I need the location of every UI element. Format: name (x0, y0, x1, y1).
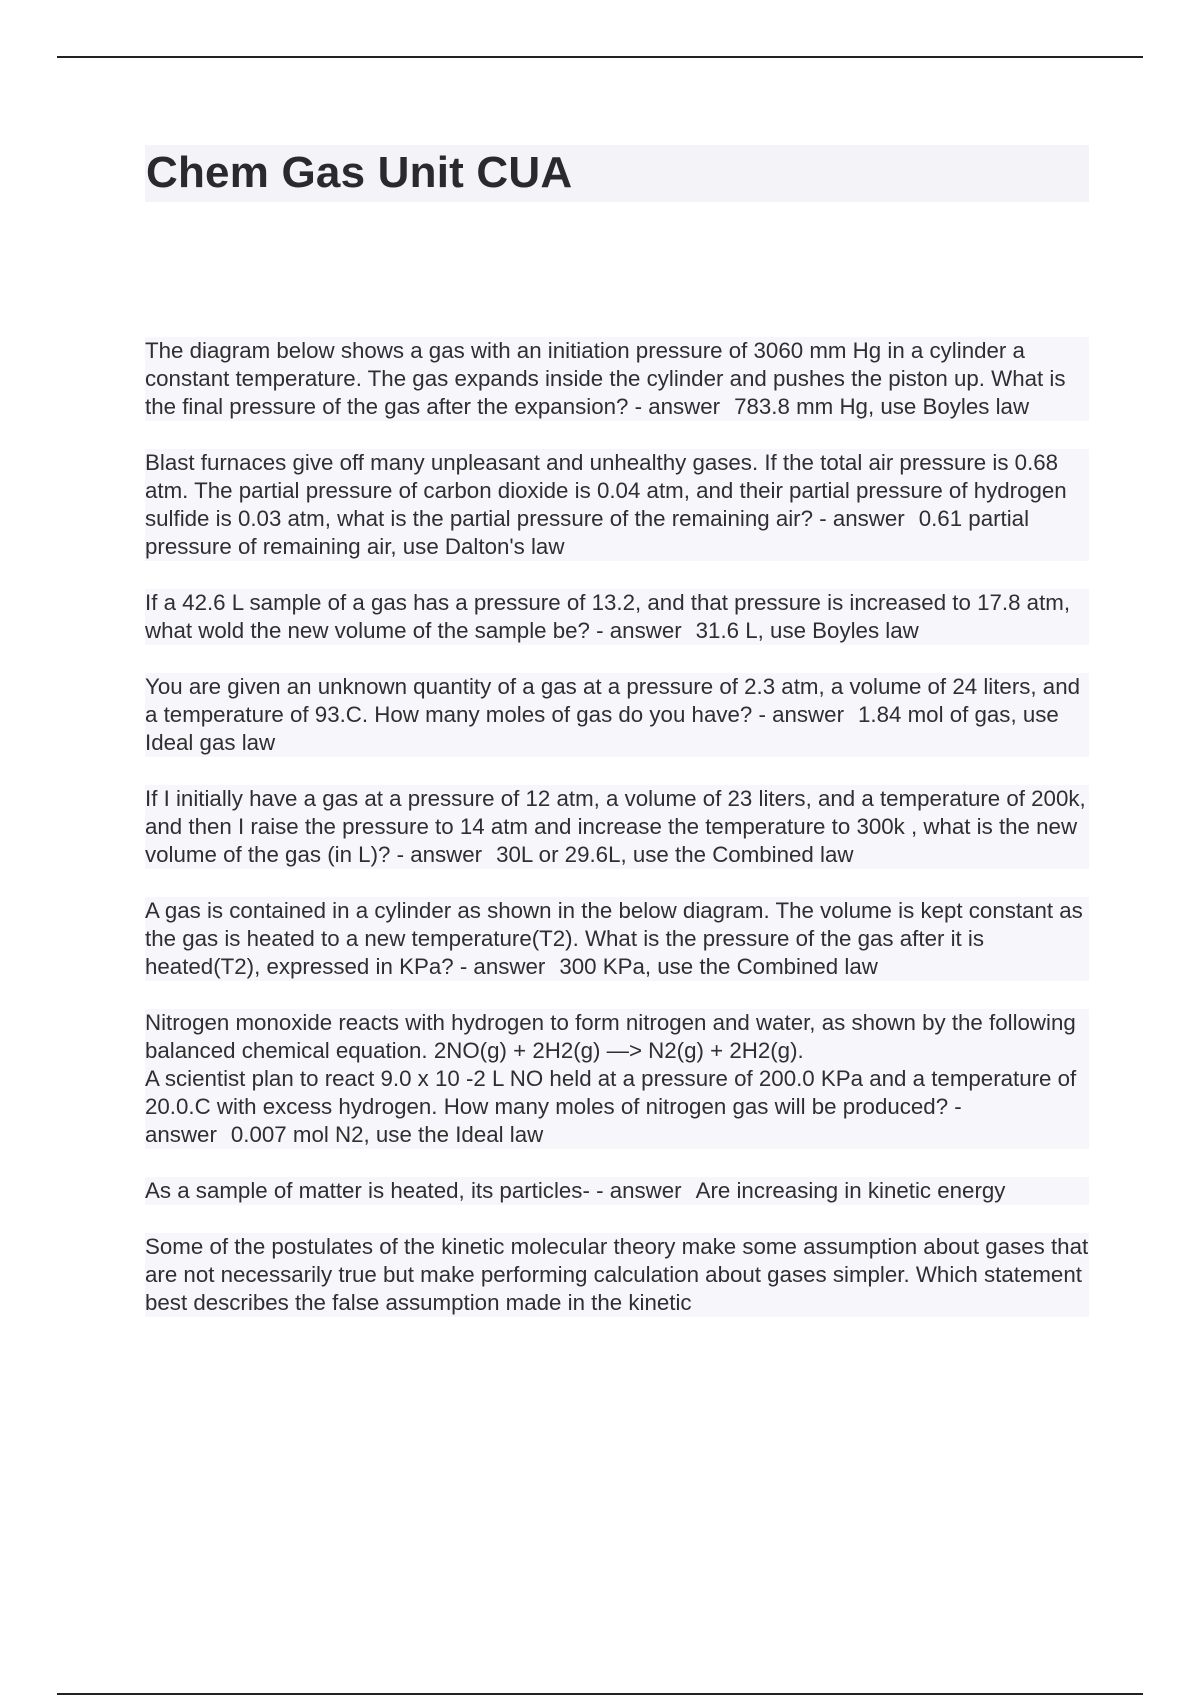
qa-item (145, 1177, 1089, 1205)
answer-text: 31.6 L, use Boyles law (695, 618, 919, 643)
question-text: Nitrogen monoxide reacts with hydrogen to form nitrogen and water, as shown by the following balanced chemical equation. 2NO(g) + 2H2(g) —> N2(g) + 2H2(g). A scientist plan to react 9.0 x 10 -2 L NO held at a pressure of 200.0 KPa and a temperature of 20.0.C with excess hydrogen. How many moles of nitrogen gas will be produced? - answer (145, 1010, 1077, 1147)
qa-list (145, 337, 1095, 1345)
answer-text: 0.007 mol N2, use the Ideal law (230, 1122, 544, 1147)
question-text: A gas is contained in a cylinder as shown in the below diagram. The volume is kept constant as the gas is heated to a new temperature(T2). What is the pressure of the gas after it is heated(T2), expressed in KPa? - answer (145, 898, 1090, 979)
qa-item (145, 337, 1089, 421)
question-text: As a sample of matter is heated, its particles- - answer (145, 1178, 682, 1203)
question-text: You are given an unknown quantity of a gas at a pressure of 2.3 atm, a volume of 24 liters, and a temperature of 93.C. How many moles of gas do you have? - answer (145, 674, 1087, 727)
top-rule (57, 56, 1143, 58)
question-text: Some of the postulates of the kinetic molecular theory make some assumption about gases that are not necessarily true but make performing calculation about gases simpler. Which statement best describes the false assumption made in the kinetic (145, 1234, 1095, 1315)
answer-text: 30L or 29.6L, use the Combined law (496, 842, 854, 867)
answer-text: 783.8 mm Hg, use Boyles law (734, 394, 1030, 419)
question-text: The diagram below shows a gas with an initiation pressure of 3060 mm Hg in a cylinder a constant temperature. The gas expands inside the cylinder and pushes the piston up. What is the final pressure of the gas after the expansion? - answer (145, 338, 1072, 419)
answer-text: 300 KPa, use the Combined law (559, 954, 878, 979)
qa-item (145, 897, 1089, 981)
qa-item (145, 785, 1092, 869)
qa-item (145, 673, 1089, 757)
answer-text: 1.84 mol of gas, use Ideal gas law (145, 702, 1065, 755)
question-text: If a 42.6 L sample of a gas has a pressure of 13.2, and that pressure is increased to 17.8 atm, what wold the new volume of the sample be? - answer (145, 590, 1077, 643)
question-text: Blast furnaces give off many unpleasant and unhealthy gases. If the total air pressure is 0.68 atm. The partial pressure of carbon dioxide is 0.04 atm, and their partial pressure of hydrogen sulfide is 0.03 atm, what is the partial pressure of the remaining air? - answer (145, 450, 1073, 531)
qa-item (145, 589, 1089, 645)
qa-item (145, 1233, 1095, 1317)
qa-item (145, 449, 1089, 561)
answer-text: 0.61 partial pressure of remaining air, use Dalton's law (145, 506, 1036, 559)
question-text: If I initially have a gas at a pressure of 12 atm, a volume of 23 liters, and a temperature of 200k, and then I raise the pressure to 14 atm and increase the temperature to 300k , what is the new volume of the gas (in L)? - answer (145, 786, 1092, 867)
document-title: Chem Gas Unit CUA (146, 148, 573, 197)
answer-text: Are increasing in kinetic energy (695, 1178, 1006, 1203)
qa-item (145, 1009, 1089, 1149)
bottom-rule (57, 1693, 1143, 1695)
